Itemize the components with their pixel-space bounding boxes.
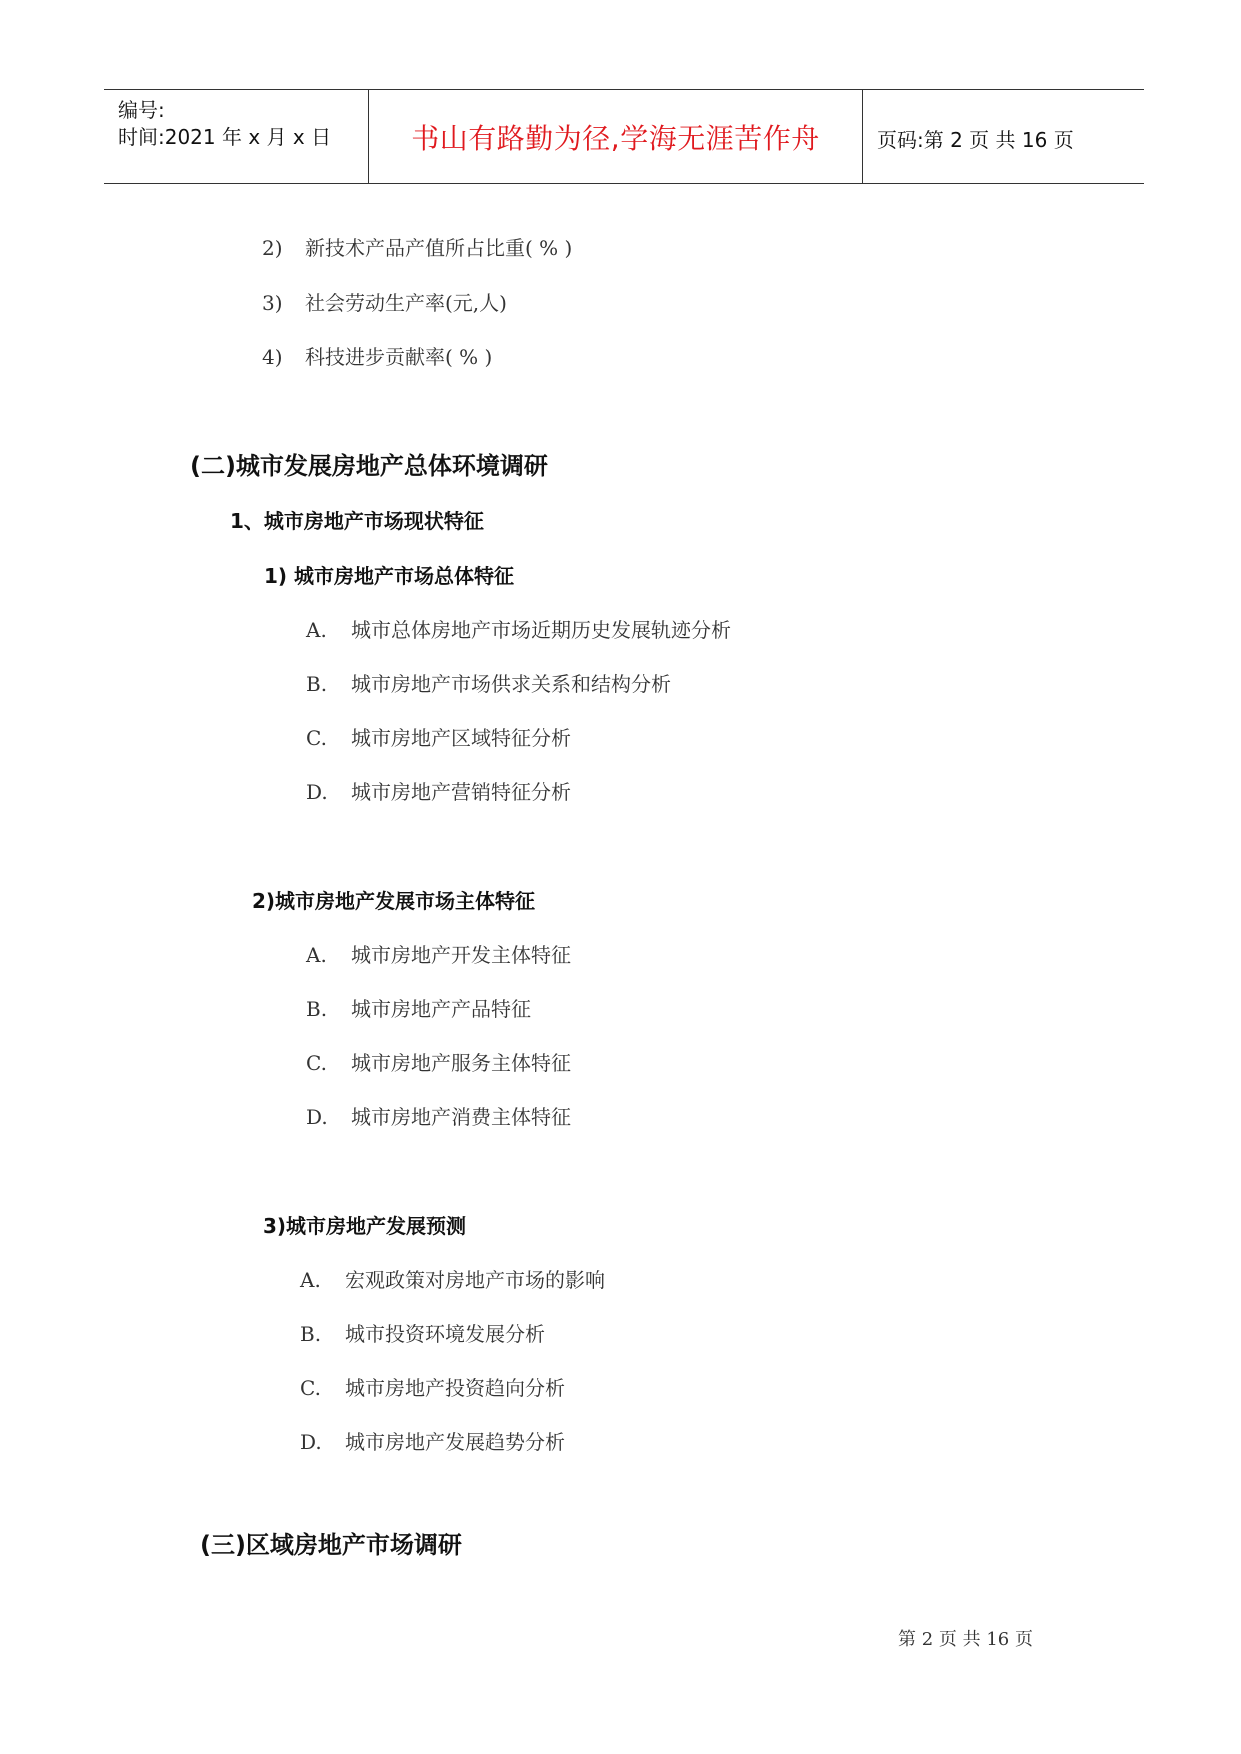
list-item bbox=[306, 668, 671, 697]
group-heading: 3)城市房地产发展预测 bbox=[263, 1214, 467, 1238]
list-item bbox=[306, 993, 531, 1022]
list-item bbox=[306, 1101, 571, 1130]
list-item bbox=[262, 341, 492, 370]
group-heading: 2)城市房地产发展市场主体特征 bbox=[252, 889, 536, 913]
list-item bbox=[306, 722, 571, 751]
list-item-number: D. bbox=[306, 780, 328, 804]
subsection-heading: 1、城市房地产市场现状特征 bbox=[230, 509, 484, 533]
list-item-number: C. bbox=[300, 1376, 321, 1400]
list-item-number: A. bbox=[306, 618, 327, 642]
list-item-text: 城市总体房地产市场近期历史发展轨迹分析 bbox=[351, 618, 731, 642]
list-item-number: 3) bbox=[262, 291, 283, 315]
list-item-number: C. bbox=[306, 1051, 327, 1075]
header-right-cell bbox=[863, 90, 1144, 183]
document-number-label: 编号: bbox=[118, 98, 165, 122]
list-item bbox=[300, 1318, 545, 1347]
list-item-text: 城市房地产消费主体特征 bbox=[351, 1105, 571, 1129]
list-item-number: B. bbox=[306, 672, 328, 696]
list-item-text: 宏观政策对房地产市场的影响 bbox=[345, 1268, 605, 1292]
list-item bbox=[306, 614, 731, 643]
list-item bbox=[262, 232, 572, 261]
list-item bbox=[300, 1372, 565, 1401]
list-item-number: A. bbox=[300, 1268, 321, 1292]
header-middle-cell bbox=[369, 90, 863, 183]
list-item-text: 城市房地产产品特征 bbox=[351, 997, 531, 1021]
section-heading: (三)区域房地产市场调研 bbox=[200, 1531, 462, 1559]
list-item-text: 科技进步贡献率( % ) bbox=[305, 345, 493, 369]
list-item bbox=[306, 939, 571, 968]
list-item-text: 社会劳动生产率(元,人) bbox=[305, 291, 507, 315]
list-item-number: D. bbox=[300, 1430, 322, 1454]
document-time-label: 时间:2021 年 x 月 x 日 bbox=[118, 125, 332, 149]
list-item bbox=[306, 1047, 571, 1076]
header-motto: 书山有路勤为径,学海无涯苦作舟 bbox=[411, 122, 820, 155]
list-item bbox=[300, 1264, 605, 1293]
list-item bbox=[300, 1426, 565, 1455]
list-item-number: 4) bbox=[262, 345, 283, 369]
list-item-text: 城市房地产发展趋势分析 bbox=[345, 1430, 565, 1454]
section-heading: (二)城市发展房地产总体环境调研 bbox=[190, 452, 548, 480]
header-left-cell bbox=[104, 90, 369, 183]
list-item-number: B. bbox=[300, 1322, 322, 1346]
list-item bbox=[262, 287, 507, 316]
page-header bbox=[104, 89, 1144, 184]
list-item-number: B. bbox=[306, 997, 328, 1021]
list-item-number: 2) bbox=[262, 236, 283, 260]
list-item bbox=[306, 776, 571, 805]
list-item-number: D. bbox=[306, 1105, 328, 1129]
list-item-text: 城市房地产区域特征分析 bbox=[351, 726, 571, 750]
list-item-number: C. bbox=[306, 726, 327, 750]
page-footer: 第 2 页 共 16 页 bbox=[898, 1629, 1033, 1650]
list-item-text: 城市房地产营销特征分析 bbox=[351, 780, 571, 804]
list-item-number: A. bbox=[306, 943, 327, 967]
list-item-text: 城市房地产开发主体特征 bbox=[351, 943, 571, 967]
list-item-text: 城市房地产服务主体特征 bbox=[351, 1051, 571, 1075]
list-item-text: 城市投资环境发展分析 bbox=[345, 1322, 545, 1346]
header-page-indicator: 页码:第 2 页 共 16 页 bbox=[877, 128, 1074, 152]
list-item-text: 城市房地产投资趋向分析 bbox=[345, 1376, 565, 1400]
list-item-text: 新技术产品产值所占比重( % ) bbox=[305, 236, 573, 260]
list-item-text: 城市房地产市场供求关系和结构分析 bbox=[351, 672, 671, 696]
group-heading: 1) 城市房地产市场总体特征 bbox=[264, 564, 515, 588]
